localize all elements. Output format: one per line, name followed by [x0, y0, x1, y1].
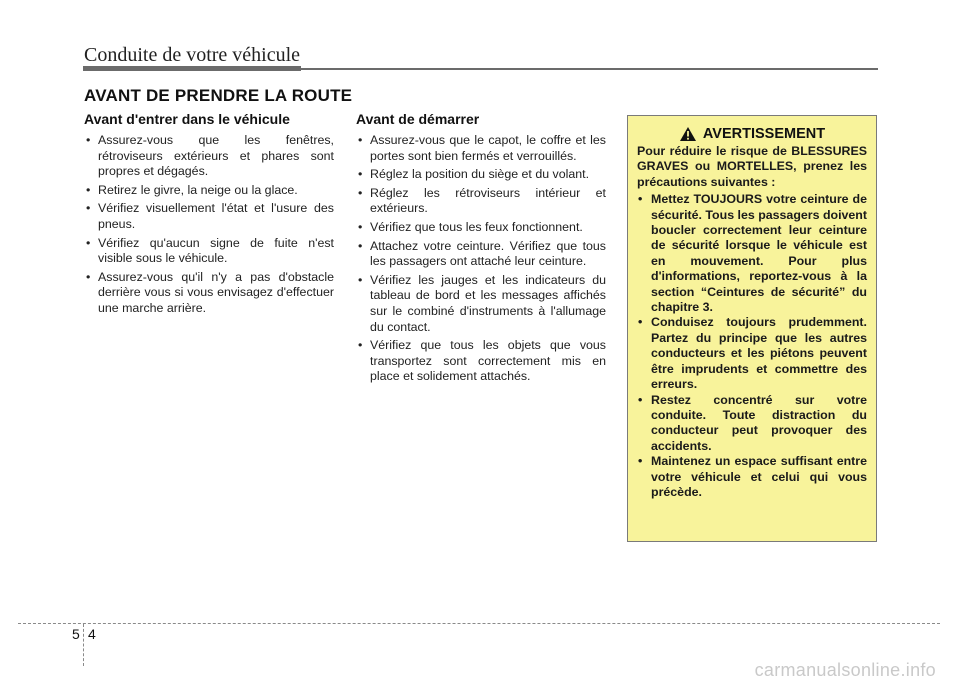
col1-heading: Avant d'entrer dans le véhicule [84, 111, 290, 127]
list-item: • Assurez-vous qu'il n'y a pas d'obstacle derrière vous si vous envisagez d'effectuer une marche arrière. [84, 270, 334, 317]
list-item: • Assurez-vous que le capot, le coffre et les portes sont bien fermés et verrouillés. [356, 133, 606, 164]
warning-title: AVERTISSEMENT [702, 126, 826, 142]
warning-item: • Restez concentré sur votre conduite. Toute distraction du conducteur peut provoquer des accidents. [637, 393, 867, 455]
col2-heading: Avant de démarrer [356, 111, 480, 127]
watermark: carmanualsonline.info [754, 660, 936, 680]
footer-rule [18, 623, 940, 624]
warning-list [637, 192, 867, 500]
chapter-title: Conduite de votre véhicule [84, 44, 301, 66]
list-item: • Réglez les rétroviseurs intérieur et extérieurs. [356, 186, 606, 217]
warning-box [627, 115, 877, 542]
warning-header [637, 126, 867, 142]
header-rule-thick [83, 66, 301, 71]
list-item: • Assurez-vous que les fenêtres, rétroviseurs extérieurs et phares sont propres et dégagés. [84, 133, 334, 180]
list-item: • Vérifiez les jauges et les indicateurs du tableau de bord et les messages affichés sur le combiné d'instruments à l'allumage du contact. [356, 273, 606, 335]
list-item: • Réglez la position du siège et du volant. [356, 167, 606, 183]
page-number-separator [83, 624, 84, 666]
col2-list [356, 133, 606, 385]
section-title: AVANT DE PRENDRE LA ROUTE [84, 86, 353, 105]
warning-intro: Pour réduire le risque de BLESSURES GRAVES ou MORTELLES, prenez les précautions suivantes : [637, 144, 867, 189]
column-before-starting [356, 111, 606, 388]
warning-triangle-icon [679, 126, 697, 142]
warning-item: • Conduisez toujours prudemment. Partez du principe que les autres conducteurs et les piétons peuvent être imprudents et commettre des erreurs. [637, 315, 867, 392]
list-item: • Retirez le givre, la neige ou la glace. [84, 183, 334, 199]
list-item: • Vérifiez visuellement l'état et l'usure des pneus. [84, 201, 334, 232]
page-chapter-number: 5 [72, 626, 80, 642]
list-item: • Vérifiez que tous les feux fonctionnent. [356, 220, 606, 236]
list-item: • Vérifiez que tous les objets que vous transportez sont correctement mis en place et solidement attachés. [356, 338, 606, 385]
list-item: • Attachez votre ceinture. Vérifiez que tous les passagers ont attaché leur ceinture. [356, 239, 606, 270]
col1-list [84, 133, 334, 317]
header-rule-thin [301, 68, 878, 70]
warning-item: • Mettez TOUJOURS votre ceinture de sécurité. Tous les passagers doivent boucler correctement leur ceinture de sécurité lorsque le véhicule est en mouvement. Pour plus d'informations, reportez-vous à la section “Ceintures de sécurité” du chapitre 3. [637, 192, 867, 315]
list-item: • Vérifiez qu'aucun signe de fuite n'est visible sous le véhicule. [84, 236, 334, 267]
page-number: 4 [88, 626, 96, 642]
column-before-entering [84, 111, 334, 320]
warning-item: • Maintenez un espace suffisant entre votre véhicule et celui qui vous précède. [637, 454, 867, 500]
